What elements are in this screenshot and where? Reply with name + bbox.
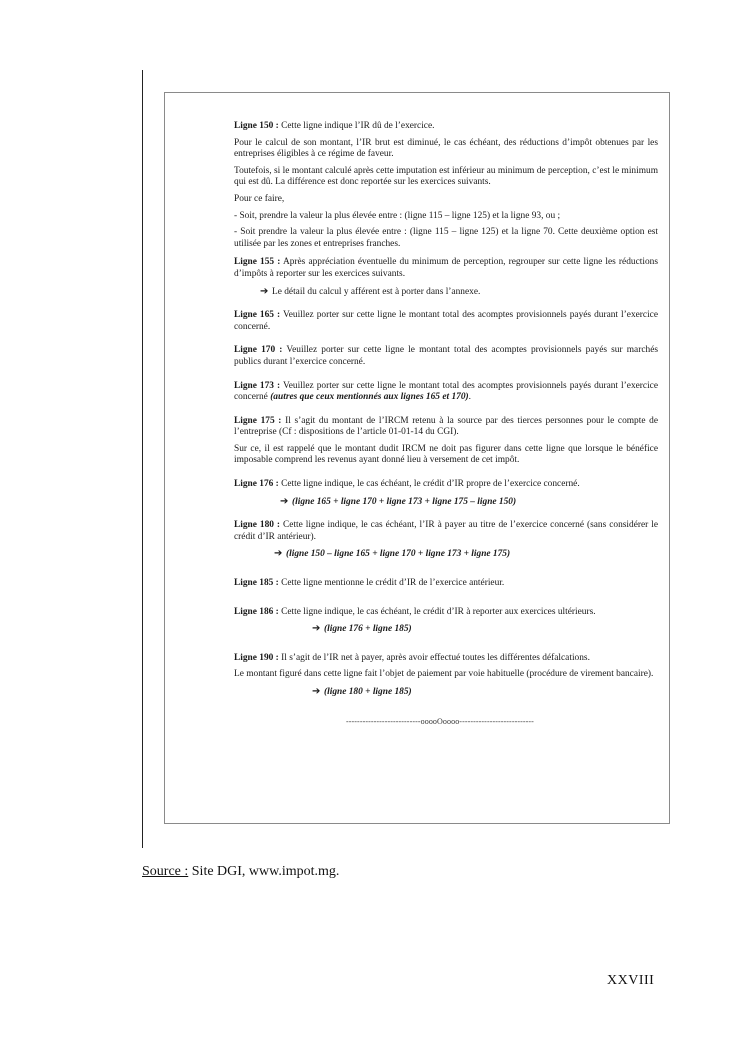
arrow-right-icon: ➔ — [312, 623, 321, 635]
paragraph-ligne-150: Ligne 150 : Cette ligne indique l’IR dû de l’exercice. — [234, 121, 435, 131]
paragraph-ligne-175: Ligne 175 : Il s’agit du montant de l’IRCM retenu à la source par des tierces personnes pour le compte de l’entreprise (Cf : dispositions de l’article 01-01-14 du CGI). — [234, 415, 659, 438]
formula-ligne-180: ➔ (ligne 150 – ligne 165 + ligne 170 + ligne 173 + ligne 175) — [274, 548, 511, 560]
paragraph-ligne-185: Ligne 185 : Cette ligne mentionne le crédit d’IR de l’exercice antérieur. — [234, 578, 505, 589]
paragraph-ligne-190: Ligne 190 : Il s’agit de l’IR net à payer, après avoir effectué toutes les différentes défalcations. — [234, 652, 590, 663]
source-citation — [142, 864, 339, 880]
paragraph-soit-1: - Soit, prendre la valeur la plus élevée entre : (ligne 115 – ligne 125) et la ligne 93, ou ; — [234, 210, 561, 221]
arrow-right-icon: ➔ — [312, 686, 321, 697]
paragraph-ligne-170: Ligne 170 : Veuillez porter sur cette ligne le montant total des acomptes provisionnels payés sur marchés publics durant l’exercice concerné. — [234, 345, 659, 367]
section-separator: ---------------------------ooooOoooo--------------------------- — [346, 716, 534, 726]
page-number: XXVIII — [607, 973, 655, 988]
source-text: Site DGI, www.impot.mg. — [188, 864, 340, 879]
formula-ligne-186: ➔ (ligne 176 + ligne 185) — [312, 623, 412, 635]
arrow-right-icon: ➔ — [274, 548, 283, 560]
paragraph-ligne-173: Ligne 173 : Veuillez porter sur cette ligne le montant total des acomptes provisionnels payés durant l’exercice concerné (autres que ceux mentionnés aux lignes 165 et 170). — [234, 380, 658, 403]
paragraph-ligne-155: Ligne 155 : Après appréciation éventuelle du minimum de perception, regrouper sur cette ligne les réductions d’impôts à reporter sur les exercices suivants. — [234, 257, 658, 279]
arrow-right-icon: ➔ — [260, 285, 269, 297]
paragraph-ligne-175-rappel: Sur ce, il est rappelé que le montant dudit IRCM ne doit pas figurer dans cette ligne que lorsque le bénéfice imposable comprend les revenus ayant donné lieu à versement de cet impôt. — [234, 443, 658, 466]
formula-ligne-190: ➔ (ligne 180 + ligne 185) — [312, 686, 412, 697]
paragraph-toutefois: Toutefois, si le montant calculé après cette imputation est inférieur au minimum de perception, c’est le minimum qui est dû. La différence est donc reportée sur les exercices suivants. — [234, 165, 658, 188]
paragraph-ligne-186: Ligne 186 : Cette ligne indique, le cas échéant, le crédit d’IR à reporter aux exercices ultérieurs. — [234, 606, 596, 617]
paragraph-soit-2: - Soit prendre la valeur la plus élevée entre : (ligne 115 – ligne 125) et la ligne 70. Cette deuxième option est utilisée par les zones et entreprises franches. — [234, 227, 658, 249]
paragraph-pour-ce-faire: Pour ce faire, — [234, 193, 285, 204]
arrow-right-icon: ➔ — [280, 495, 289, 507]
paragraph-ligne-165: Ligne 165 : Veuillez porter sur cette ligne le montant total des acomptes provisionnels payés durant l’exercice concerné. — [234, 310, 658, 332]
source-label: Source : — [142, 864, 189, 879]
paragraph-ligne-176: Ligne 176 : Cette ligne indique, le cas échéant, le crédit d’IR propre de l’exercice concerné. — [234, 479, 580, 490]
paragraph-ligne-180: Ligne 180 : Cette ligne indique, le cas échéant, l’IR à payer au titre de l’exercice concerné (sans considérer le crédit d’IR antérieur). — [234, 520, 658, 542]
margin-rule — [142, 70, 143, 848]
paragraph-calcul: Pour le calcul de son montant, l’IR brut est diminué, le cas échéant, des réductions d’impôt obtenues par les entreprises éligibles à ce régime de faveur. — [234, 137, 658, 160]
document-body — [234, 121, 658, 727]
paragraph-ligne-190-paiement: Le montant figuré dans cette ligne fait l’objet de paiement par voie habituelle (procédure de virement bancaire). — [234, 669, 654, 680]
note-ligne-155: ➔ Le détail du calcul y afférent est à porter dans l’annexe. — [260, 285, 481, 297]
formula-ligne-176: ➔ (ligne 165 + ligne 170 + ligne 173 + ligne 175 – ligne 150) — [280, 495, 517, 507]
